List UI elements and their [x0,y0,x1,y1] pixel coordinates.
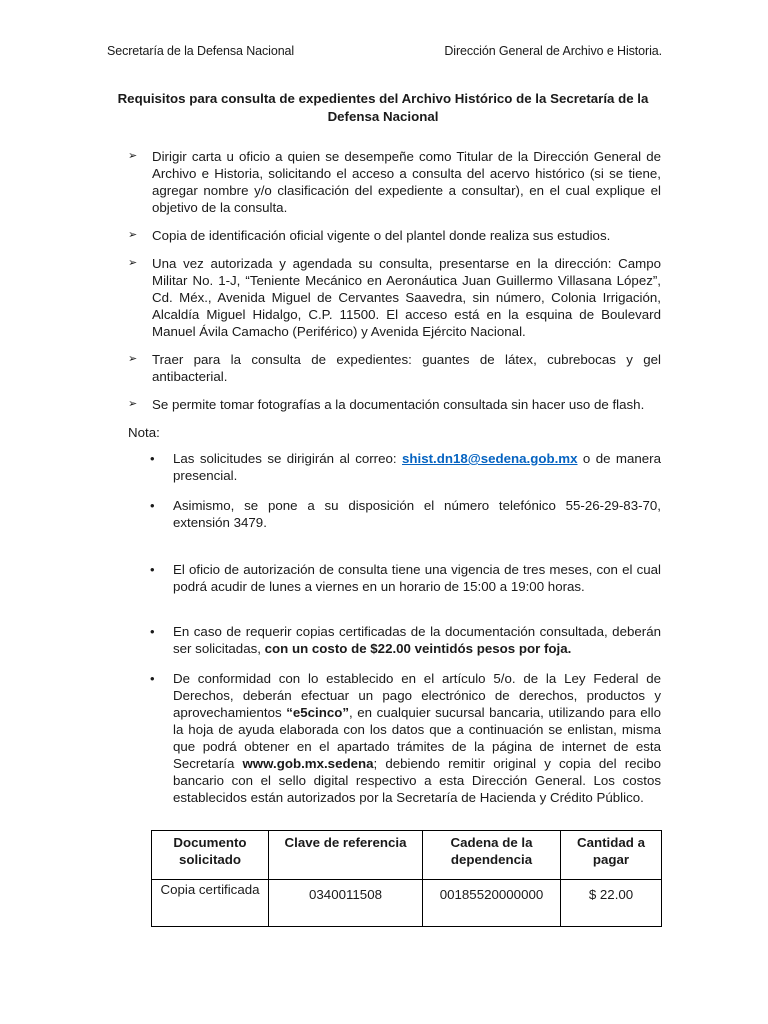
table-row [152,880,662,927]
note-item-copies [128,623,661,657]
requirement-item [128,148,661,216]
header-right: Dirección General de Archivo e Historia. [444,44,662,58]
requirement-text: Traer para la consulta de expedientes: guantes de látex, cubrebocas y gel antibacterial. [152,352,661,384]
bullet-dot-icon: • [150,562,155,577]
note-item-phone [128,497,661,531]
requirement-item [128,351,661,385]
requirement-text: Dirigir carta u oficio a quien se desempeñe como Titular de la Dirección General de Archivo e Historia, solicitando el acceso a consulta del acervo histórico (si se tiene, agregar nombre y/o clasificación del expediente a consultar), en el cual explique el objetivo de la consulta. [152,149,661,215]
note-copies-pre: En caso de requerir copias certificadas de la documentación consultada, deberán ser solicitadas, [173,624,661,656]
table-header-row [152,831,662,880]
table-cell: $ 22.00 [561,880,662,927]
requirement-text: Copia de identificación oficial vigente o del plantel donde realiza sus estudios. [152,228,611,243]
nota-label: Nota: [128,425,160,440]
column-header: Cadena de la dependencia [423,831,561,880]
column-header: Cantidad a pagar [561,831,662,880]
note-law-website: www.gob.mx.sedena [242,756,374,771]
email-link[interactable]: shist.dn18@sedena.gob.mx [402,451,578,466]
table-cell: Copia certificada [152,880,269,927]
arrow-bullet-icon: ➢ [128,398,138,410]
requirement-text: Se permite tomar fotografías a la documentación consultada sin hacer uso de flash. [152,397,645,412]
document-body [128,148,661,806]
note-validity-text: El oficio de autorización de consulta tiene una vigencia de tres meses, con el cual podrá acudir de lunes a viernes en un horario de 15:00 a 19:00 horas. [173,562,661,594]
requirement-item [128,227,661,244]
bullet-dot-icon: • [150,451,155,466]
requirement-item [128,255,661,340]
note-phone-text: Asimismo, se pone a su disposición el número telefónico 55-26-29-83-70, extensión 3479. [173,498,661,530]
note-item-law [128,670,661,806]
column-header: Documento solicitado [152,831,269,880]
requirement-item [128,396,661,413]
page-header [107,44,662,64]
arrow-bullet-icon: ➢ [128,257,138,269]
note-item-validity [128,561,661,595]
bullet-dot-icon: • [150,498,155,513]
column-header: Clave de referencia [269,831,423,880]
arrow-bullet-icon: ➢ [128,229,138,241]
requirement-text: Una vez autorizada y agendada su consulta, presentarse en la dirección: Campo Militar No. 1-J, “Teniente Mecánico en Aeronáutica Juan Guillermo Villasana López”, Cd. Méx., Avenida Miguel de Cervantes Saavedra, sin número, Colonia Irrigación, Alcaldía Miguel Hidalgo, C.P. 11500. El acceso está en la esquina de Boulevard Manuel Ávila Camacho (Periférico) y Avenida Ejército Nacional. [152,256,661,339]
table-cell: 00185520000000 [423,880,561,927]
note-item-email [128,450,661,484]
header-left: Secretaría de la Defensa Nacional [107,44,295,58]
note-law-e5cinco: “e5cinco” [286,705,350,720]
arrow-bullet-icon: ➢ [128,353,138,365]
table-cell: 0340011508 [269,880,423,927]
note-email-pre: Las solicitudes se dirigirán al correo: [173,451,402,466]
note-email-post: o de manera presencial. [173,451,661,483]
bullet-dot-icon: • [150,671,155,686]
note-copies-cost: con un costo de $22.00 veintidós pesos por foja. [264,641,572,656]
note-law-post: ; debiendo remitir original y copia del recibo bancario con el sello digital respectivo a esta Dirección General. Los costos establecidos están autorizados por la Secretaría de Hacienda y Crédito Público. [173,756,661,805]
bullet-dot-icon: • [150,624,155,639]
note-law-mid: , en cualquier sucursal bancaria, utilizando para ello la hoja de ayuda elaborada con los datos que a continuación se enlistan, misma que podrá obtener en el apartado trámites de la página de internet de esta Secretaría [173,705,661,771]
payment-table [151,830,662,927]
note-law-pre: De conformidad con lo establecido en el artículo 5/o. de la Ley Federal de Derechos, deberán efectuar un pago electrónico de derechos, productos y aprovechamientos [173,671,661,720]
arrow-bullet-icon: ➢ [128,150,138,162]
document-title: Requisitos para consulta de expedientes del Archivo Histórico de la Secretaría de la Defensa Nacional [117,91,649,124]
